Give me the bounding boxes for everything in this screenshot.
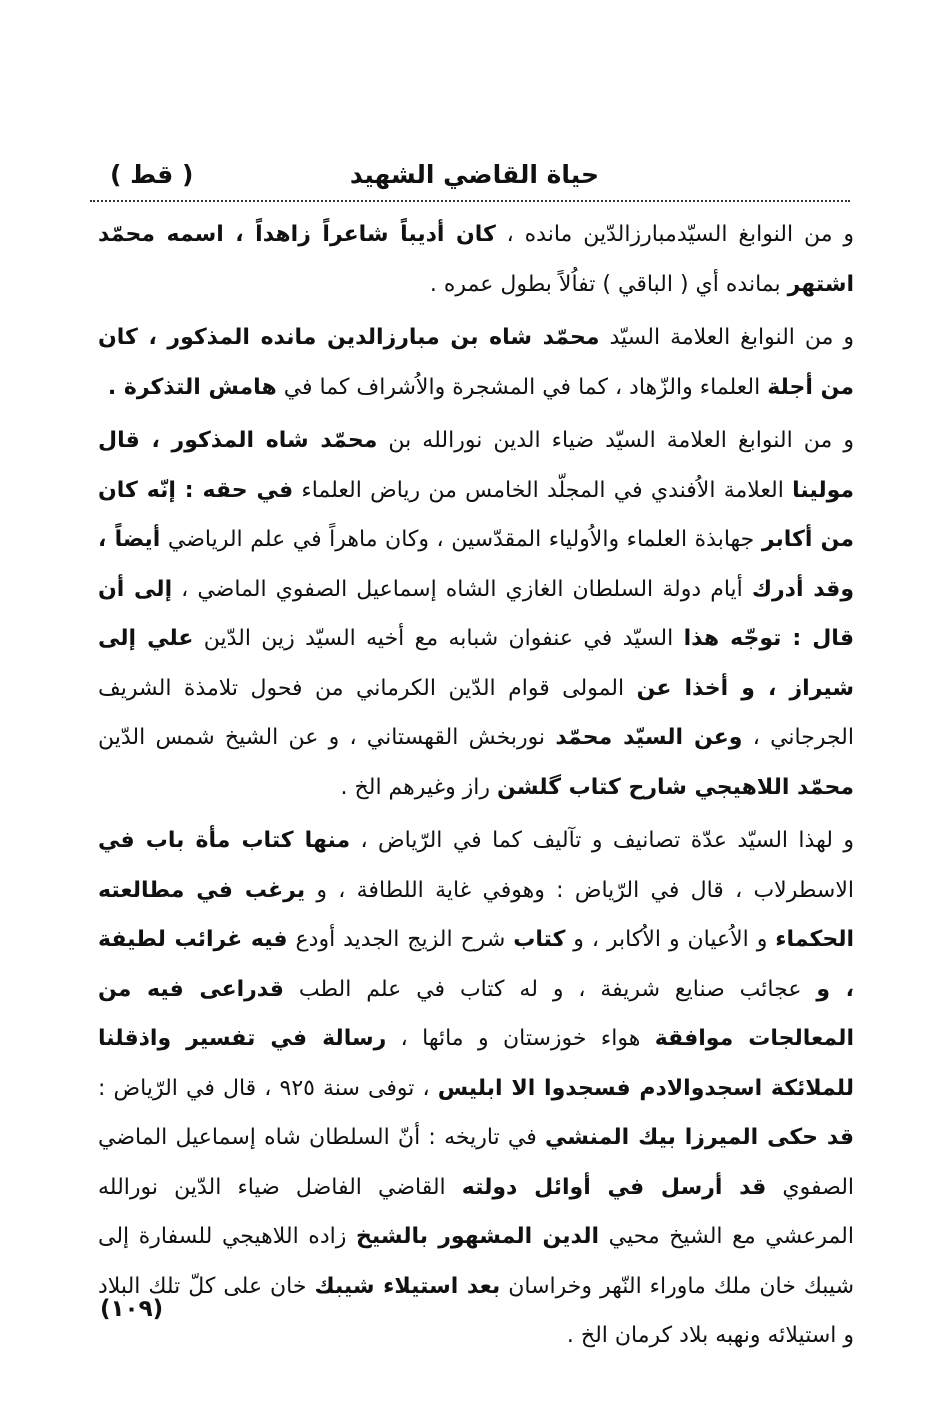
body-text bbox=[98, 210, 854, 1361]
text-run: راز وغيرهم الخ . bbox=[340, 774, 498, 800]
paragraph bbox=[98, 210, 854, 309]
bold-text-run: يرغب في مطالعته الحكماء bbox=[98, 877, 854, 952]
header-divider bbox=[90, 200, 850, 202]
bold-text-run: إلى أن قال : توجّه هذا bbox=[98, 576, 854, 651]
paragraph bbox=[98, 816, 854, 1361]
text-run: و لهذا السيّد عدّة تصانيف و تآليف كما في الرّياض ، bbox=[350, 828, 854, 853]
bold-text-run: محمّد شاه المذكور ، قال مولينا bbox=[98, 428, 854, 503]
bold-text-run: وعن السيّد محمّد bbox=[555, 725, 743, 750]
text-run: و من النوابغ السيّدمبارزالدّين مانده ، bbox=[495, 222, 854, 247]
text-run: و من النوابغ العلامة السيّد ضياء الدين نورالله بن bbox=[377, 428, 854, 453]
paragraph bbox=[98, 416, 854, 812]
text-run: و من النوابغ العلامة السيّد bbox=[599, 325, 854, 350]
text-run: العلامة الاُفندي في المجلّد الخامس من رياض العلماء bbox=[293, 477, 793, 503]
page-code: ( قط ) bbox=[110, 160, 194, 189]
text-run: بمانده أي ( الباقي ) تفاُلاً بطول عمره . bbox=[429, 271, 788, 297]
bold-text-run: محمّد شاه بن مبارزالدين مانده المذكور ، كان من أجلة bbox=[98, 325, 854, 400]
bold-text-run: في حقه : إنّه كان من أكابر bbox=[98, 477, 854, 552]
text-run: في تاريخه : أنّ السلطان شاه إسماعيل الماضي الصفوي bbox=[98, 1125, 855, 1200]
text-run: القاضي الفاضل ضياء الدّين نورالله المرعشي مع الشيخ محيي bbox=[98, 1174, 854, 1249]
bold-text-run: قد حكى الميرزا بيك المنشي bbox=[545, 1125, 855, 1150]
page-number: (١٠٩) bbox=[100, 1296, 164, 1322]
text-run: زاده اللاهيجي للسفارة إلى شيبك خان ملك ماوراء النّهر وخراسان bbox=[98, 1224, 855, 1299]
bold-text-run: الدين المشهور بالشيخ bbox=[355, 1224, 600, 1249]
bold-text-run: كان أديباً شاعراً زاهداً ، اسمه محمّد اشتهر bbox=[98, 222, 854, 297]
running-title: حياة القاضي الشهيد bbox=[349, 160, 599, 189]
bold-text-run: منها كتاب مأة باب في bbox=[98, 828, 351, 853]
text-run: و الاُعيان و الاُكابر ، و bbox=[565, 927, 776, 952]
text-run: هواء خوزستان و مائها ، bbox=[386, 1026, 655, 1051]
bold-text-run: كتاب bbox=[513, 927, 566, 952]
bold-text-run: قد أرسل في أوائل دولته bbox=[461, 1174, 767, 1200]
text-run: الاسطرلاب ، قال في الرّياض : وهوفي غاية اللطافة ، و bbox=[305, 877, 854, 903]
page-header bbox=[100, 160, 844, 200]
text-run: ، توفى سنة ٩٢٥ ، قال في الرّياض : bbox=[98, 1075, 438, 1101]
text-run: خان على كلّ تلك البلاد و استيلائه ونهبه بلاد كرمان الخ . bbox=[98, 1273, 854, 1348]
text-run: نوربخش القهستاني ، و عن الشيخ شمس الدّين bbox=[98, 725, 556, 750]
bold-text-run: علي إلى شيراز ، و أخذا عن bbox=[98, 626, 855, 701]
text-run: المولى قوام الدّين الكرماني من فحول تلامذة الشريف الجرجاني ، bbox=[98, 675, 854, 750]
paragraph bbox=[98, 313, 854, 412]
bold-text-run: قدراعى فيه من المعالجات موافقة bbox=[98, 976, 854, 1051]
text-run: جهابذة العلماء والاُولياء المقدّسين ، وكان ماهراً في علم الرياضي bbox=[160, 527, 762, 552]
text-run: شرح الزيج الجديد أودع bbox=[287, 927, 514, 952]
text-run: أيام دولة السلطان الغازي الشاه إسماعيل الصفوي الماضي ، bbox=[172, 576, 752, 602]
text-run: العلماء والزّهاد ، كما في المشجرة والاُشراف كما في bbox=[276, 374, 768, 400]
bold-text-run: محمّد اللاهيجي شارح كتاب گلشن bbox=[497, 774, 854, 800]
text-run: السيّد في عنفوان شبابه مع أخيه السيّد زين الدّين bbox=[193, 626, 684, 651]
bold-text-run: أيضاً ، وقد أدرك bbox=[98, 527, 855, 602]
bold-text-run: فيه غرائب لطيفة ، و bbox=[98, 927, 854, 1002]
text-run: عجائب صنايع شريفة ، و له كتاب في علم الطب bbox=[283, 976, 817, 1002]
bold-text-run: رسالة في تفسير واذقلنا للملائكة اسجدوالادم فسجدوا الا ابليس bbox=[98, 1026, 854, 1101]
bold-text-run: هامش التذكرة . bbox=[107, 374, 277, 400]
bold-text-run: بعد استيلاء شيبك bbox=[314, 1273, 501, 1299]
